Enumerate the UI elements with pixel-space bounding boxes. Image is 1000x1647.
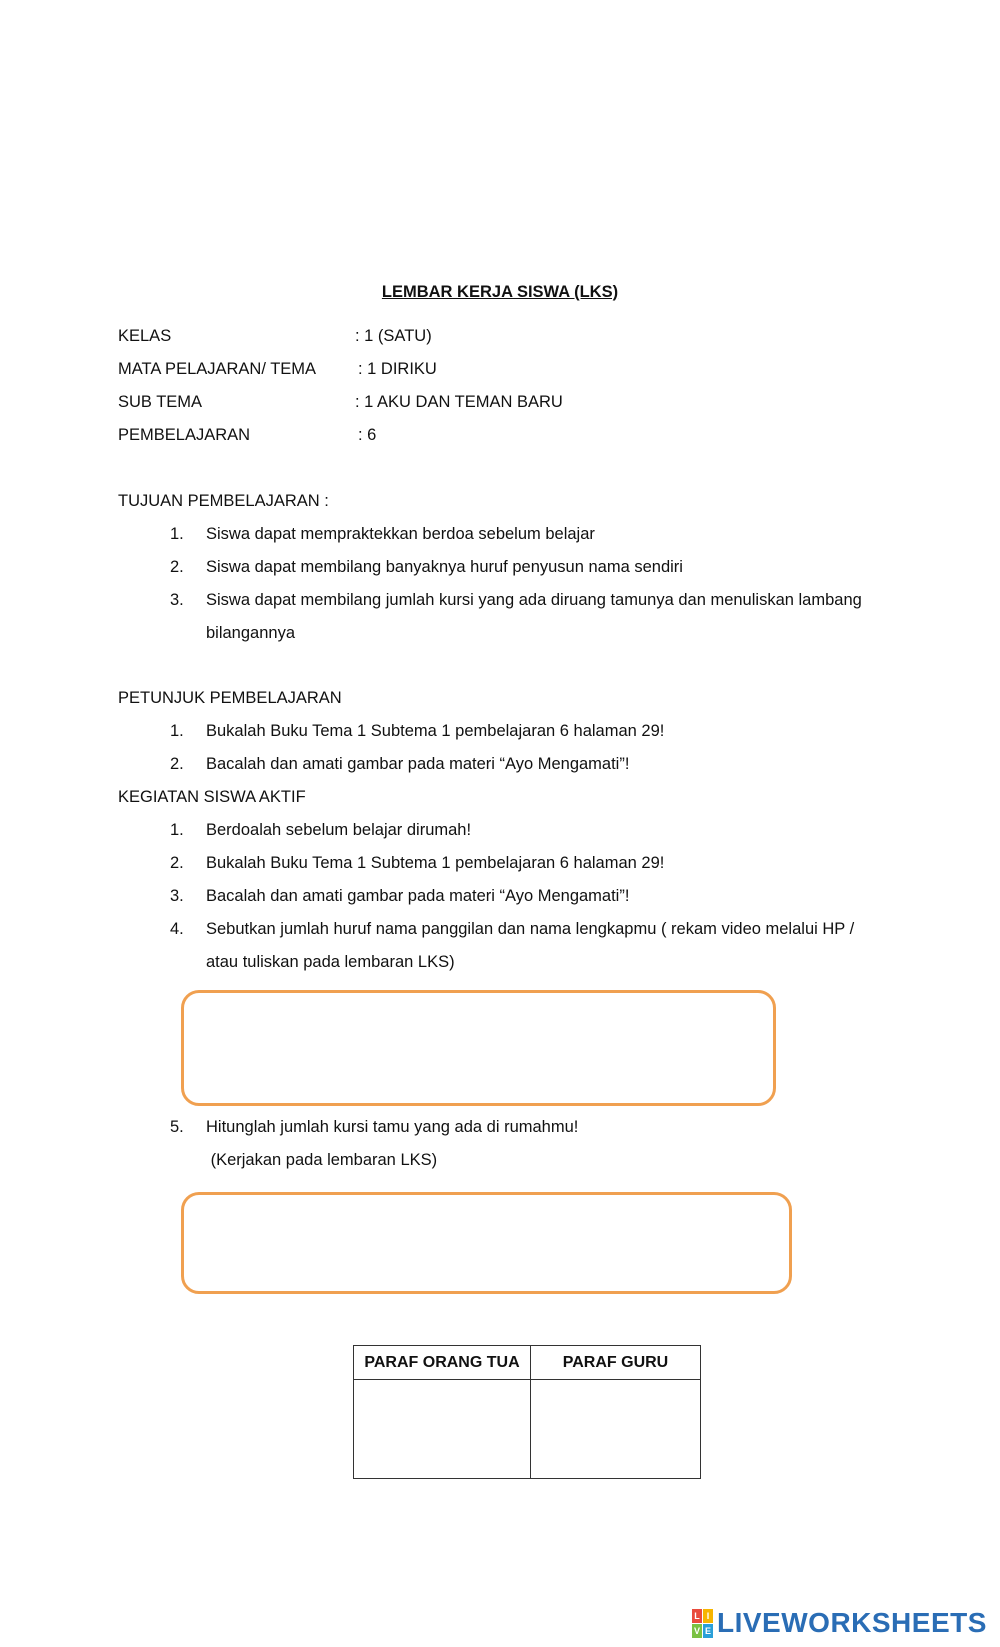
kegiatan-num: 1. [170, 821, 184, 839]
info-label-mapel: MATA PELAJARAN/ TEMA [118, 360, 317, 378]
kegiatan-item: Berdoalah sebelum belajar dirumah! [206, 821, 472, 839]
info-label-pembelajaran: PEMBELAJARAN [118, 426, 251, 444]
kegiatan-heading: KEGIATAN SISWA AKTIF [118, 788, 306, 806]
kegiatan-item: Bukalah Buku Tema 1 Subtema 1 pembelajaran 6 halaman 29! [206, 854, 665, 872]
answer-box-chair-count[interactable] [181, 1192, 792, 1294]
logo-text: LIVEWORKSHEETS [717, 1607, 987, 1638]
kegiatan-item-cont: (Kerjakan pada lembaran LKS) [206, 1151, 438, 1169]
kegiatan-item: Hitunglah jumlah kursi tamu yang ada di rumahmu! [206, 1118, 579, 1136]
page-title: LEMBAR KERJA SISWA (LKS) [381, 283, 619, 301]
tujuan-num: 3. [170, 591, 184, 609]
kegiatan-num: 5. [170, 1118, 184, 1136]
info-value-kelas: : 1 (SATU) [355, 327, 432, 345]
liveworksheets-logo [692, 1608, 987, 1638]
petunjuk-item: Bacalah dan amati gambar pada materi “Ayo Mengamati”! [206, 755, 630, 773]
tujuan-num: 2. [170, 558, 184, 576]
petunjuk-heading: PETUNJUK PEMBELAJARAN [118, 689, 342, 707]
logo-mark-icon: L I V E [693, 1610, 711, 1636]
tujuan-item-cont: bilangannya [206, 624, 295, 642]
info-label-subtema: SUB TEMA [118, 393, 203, 411]
kegiatan-num: 2. [170, 854, 184, 872]
tujuan-item: Siswa dapat membilang jumlah kursi yang ada diruang tamunya dan menuliskan lambang [206, 591, 862, 609]
signature-header-parent: PARAF ORANG TUA [354, 1346, 531, 1380]
tujuan-item: Siswa dapat mempraktekkan berdoa sebelum belajar [206, 525, 595, 543]
info-value-subtema: : 1 AKU DAN TEMAN BARU [355, 393, 563, 411]
signature-table [353, 1345, 701, 1479]
petunjuk-num: 1. [170, 722, 184, 740]
kegiatan-item-cont: atau tuliskan pada lembaran LKS) [206, 953, 455, 971]
signature-cell-parent[interactable] [354, 1380, 531, 1479]
tujuan-heading: TUJUAN PEMBELAJARAN : [118, 492, 329, 510]
kegiatan-item: Bacalah dan amati gambar pada materi “Ayo Mengamati”! [206, 887, 630, 905]
answer-box-name-letters[interactable] [181, 990, 776, 1106]
signature-header-teacher: PARAF GURU [531, 1346, 701, 1380]
tujuan-num: 1. [170, 525, 184, 543]
info-label-kelas: KELAS [118, 327, 172, 345]
signature-cell-teacher[interactable] [531, 1380, 701, 1479]
petunjuk-item: Bukalah Buku Tema 1 Subtema 1 pembelajaran 6 halaman 29! [206, 722, 665, 740]
kegiatan-item: Sebutkan jumlah huruf nama panggilan dan nama lengkapmu ( rekam video melalui HP / [206, 920, 855, 938]
kegiatan-num: 4. [170, 920, 184, 938]
info-value-pembelajaran: : 6 [358, 426, 377, 444]
kegiatan-num: 3. [170, 887, 184, 905]
info-value-mapel: : 1 DIRIKU [358, 360, 437, 378]
petunjuk-num: 2. [170, 755, 184, 773]
tujuan-item: Siswa dapat membilang banyaknya huruf penyusun nama sendiri [206, 558, 683, 576]
